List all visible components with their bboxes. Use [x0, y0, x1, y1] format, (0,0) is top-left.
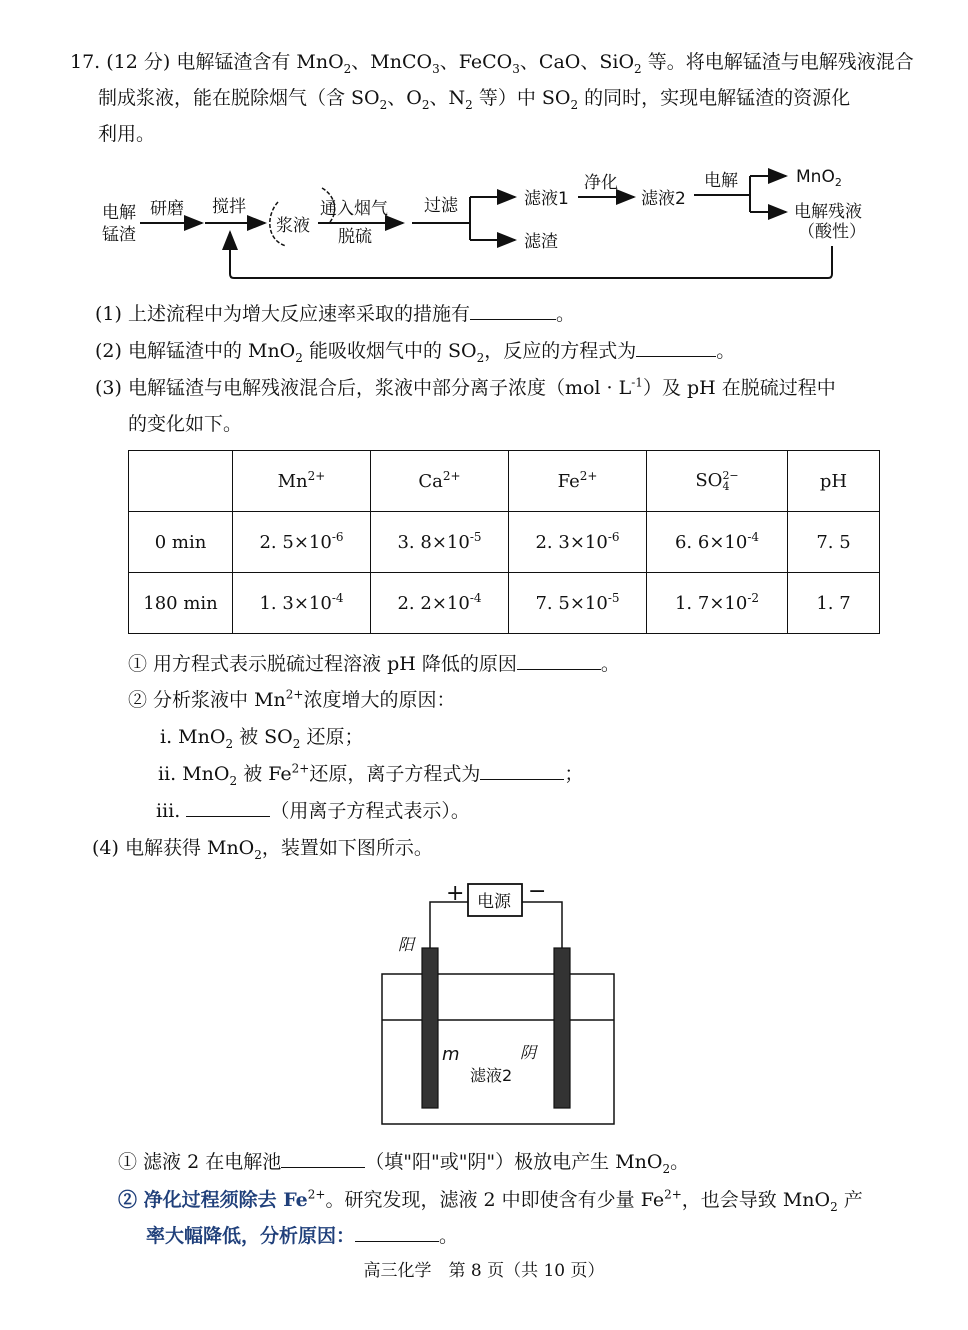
flow-filtrate1-label: 滤液1 — [524, 189, 569, 209]
flow-filter-label: 过滤 — [424, 196, 458, 216]
table-row — [129, 512, 880, 573]
flow-residual-label-2: （酸性） — [798, 222, 866, 242]
flow-desulf-label: 脱硫 — [338, 227, 372, 247]
q4-text: (4) 电解获得 MnO$_2$，装置如下图所示。 — [92, 837, 433, 862]
power-source-label: 电源 — [477, 892, 511, 912]
q3-2-iii-answer-blank[interactable] — [186, 798, 270, 817]
handwritten-left-mark: m — [442, 1044, 460, 1065]
table-cell: 1. $3\times 10^{-4}$ — [233, 573, 371, 634]
q3-1-answer-blank[interactable] — [517, 651, 601, 670]
table-header-cell: pH — [788, 451, 880, 512]
cathode-electrode — [554, 948, 570, 1108]
q3-2-text: ② 分析浆液中 $Mn^{2+}$浓度增大的原因： — [128, 687, 456, 711]
table-header-cell: $Mn^{2+}$ — [233, 451, 371, 512]
negative-terminal-label: − — [528, 879, 547, 904]
anode-electrode — [422, 948, 438, 1108]
flow-purify-label: 净化 — [584, 173, 618, 193]
table-row-label: 0 min — [129, 512, 233, 573]
table-cell: 7. 5 — [788, 512, 880, 573]
q3-2-iii-text: ⅲ. （用离子方程式表示）。 — [156, 800, 470, 822]
q2-text: (2) 电解锰渣中的 MnO$_2$ 能吸收烟气中的 $SO_2$，反应的方程式为 。 — [95, 340, 736, 365]
flow-fluegas-label: 通入烟气 — [320, 199, 388, 219]
q2-answer-blank[interactable] — [636, 338, 716, 357]
wire-left — [430, 902, 468, 948]
q3-2-ii-answer-blank[interactable] — [480, 761, 564, 780]
flow-residual-label: 电解残液 — [794, 202, 862, 222]
table-cell: 1. 7 — [788, 573, 880, 634]
q3-text: (3) 电解锰渣与电解残液混合后，浆液中部分离子浓度$(mol \cdot L^{-1})$及 pH 在脱硫过程中 — [95, 375, 836, 399]
handwritten-cathode-mark: 阴 — [520, 1043, 537, 1062]
q1-text: (1) 上述流程中为增大反应速率采取的措施有 。 — [95, 303, 575, 325]
concentration-table — [128, 450, 880, 634]
q4-2-text-line2: 率大幅降低，分析原因： 。 — [146, 1225, 459, 1247]
table-header-cell: $Fe^{2+}$ — [509, 451, 647, 512]
table-cell: 7. $5\times 10^{-5}$ — [509, 573, 647, 634]
flow-stir-label: 搅拌 — [212, 197, 246, 217]
table-header-cell: SO 2− 4 — [647, 451, 788, 512]
question-stem-line2: 制成浆液，能在脱除烟气（含 $SO_2$、$O_2$、$N_2$ 等）中 $SO_2$ 的同时，实现电解锰渣的资源化 — [98, 87, 851, 112]
table-cell: 2. $3\times 10^{-6}$ — [509, 512, 647, 573]
electrolyte-label: 滤液2 — [470, 1066, 513, 1085]
flow-slurry-label: 浆液 — [276, 216, 310, 236]
q3-text-line2: 的变化如下。 — [128, 413, 243, 435]
page-footer: 高三化学 第 8 页（共 10 页） — [363, 1261, 605, 1281]
q3-2-i-text: ⅰ. MnO$_2$ 被 $SO_2$ 还原； — [160, 726, 364, 751]
table-header-row — [129, 451, 880, 512]
electrolytic-tank — [382, 974, 614, 1124]
table-row — [129, 573, 880, 634]
table-cell: 6. $6\times 10^{-4}$ — [647, 512, 788, 573]
handwritten-anode-mark: 阳 — [398, 935, 415, 954]
flow-filter-residue-label: 滤渣 — [524, 232, 558, 252]
q4-2-answer-blank[interactable] — [355, 1223, 439, 1242]
q3-1-text: ① 用方程式表示脱硫过程溶液 pH 降低的原因 。 — [128, 653, 620, 675]
table-header-cell — [129, 451, 233, 512]
process-flow-diagram — [90, 160, 890, 290]
flow-filtrate2-label: 滤液2 — [641, 189, 686, 209]
flow-electrolysis-label: 电解 — [704, 171, 738, 191]
q4-2-text: ② 净化过程须除去 $Fe^{2+}$。研究发现，滤液 2 中即使含有少量 $Fe^{2+}$，也会导致 MnO$_2$ 产 — [118, 1187, 863, 1214]
wire-right — [522, 902, 562, 948]
table-cell: 2. $5\times 10^{-6}$ — [233, 512, 371, 573]
table-cell: 1. $7\times 10^{-2}$ — [647, 573, 788, 634]
flow-mno2-label: MnO$_2$ — [796, 167, 842, 189]
question-stem-line1: 17. (12 分) 电解锰渣含有 MnO$_2$、MnCO$_3$、FeCO$_3$、CaO、SiO$_2$ 等。将电解锰渣与电解残液混合 — [70, 51, 914, 76]
flow-residue-label-2: 锰渣 — [102, 225, 136, 245]
electrolysis-cell-diagram — [370, 878, 630, 1138]
positive-terminal-label: + — [446, 881, 465, 906]
q4-1-answer-blank[interactable] — [281, 1149, 365, 1168]
q1-answer-blank[interactable] — [470, 301, 556, 320]
q3-2-ii-text: ⅱ. MnO$_2$ 被 $Fe^{2+}$还原，离子方程式为 ； — [158, 761, 584, 788]
table-row-label: 180 min — [129, 573, 233, 634]
table-cell: 3. $8\times 10^{-5}$ — [371, 512, 509, 573]
question-stem-line3: 利用。 — [98, 123, 156, 145]
flow-grind-label: 研磨 — [150, 199, 184, 219]
flow-residue-label: 电解 — [102, 203, 136, 223]
table-header-cell: $Ca^{2+}$ — [371, 451, 509, 512]
q4-1-text: ① 滤液 2 在电解池 （填"阳"或"阴"）极放电产生 MnO$_2$。 — [118, 1151, 690, 1176]
table-cell: 2. $2\times 10^{-4}$ — [371, 573, 509, 634]
